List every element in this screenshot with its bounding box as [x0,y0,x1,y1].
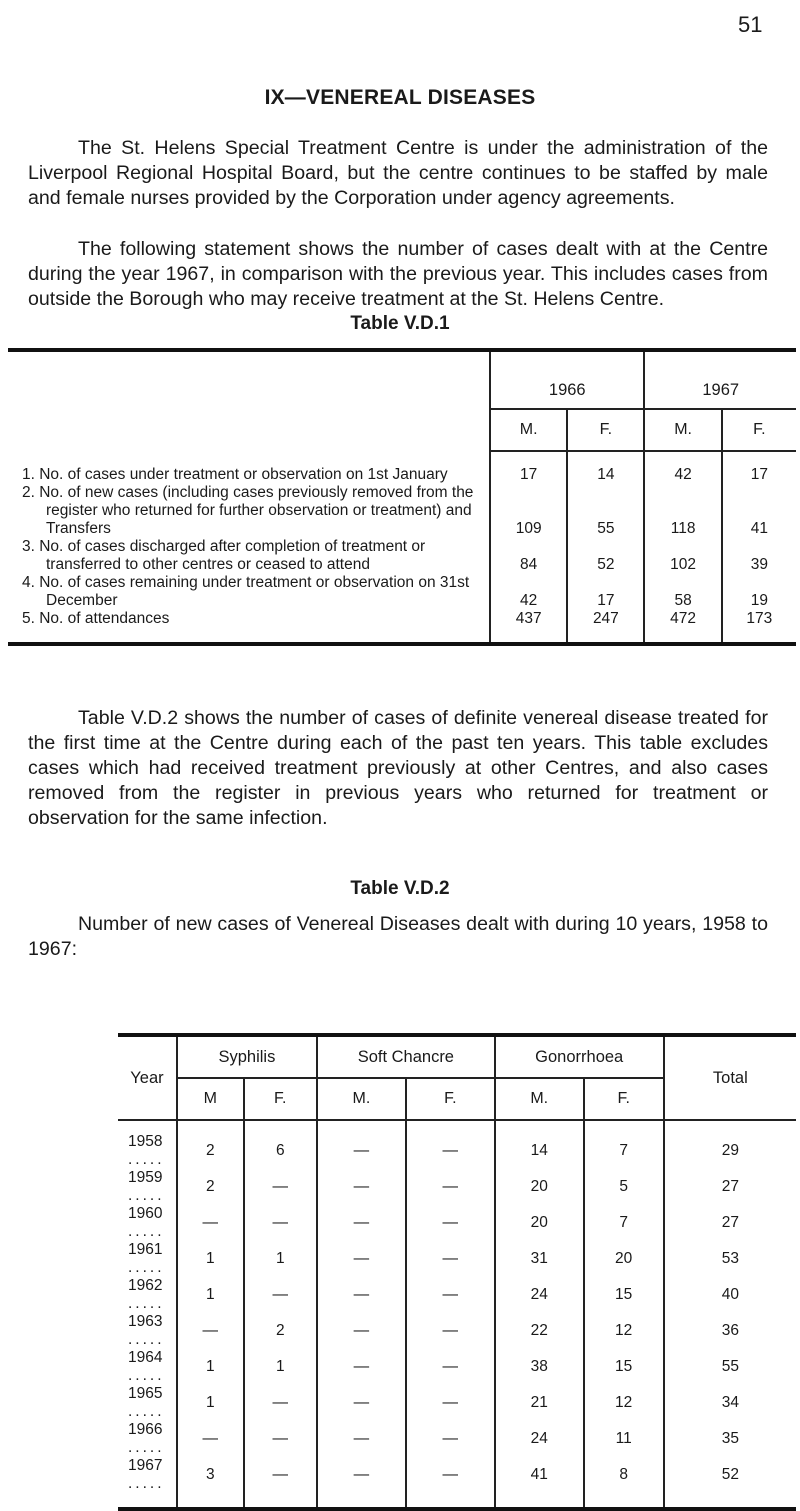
total-cell: 29 [664,1120,796,1169]
soft-chancre-f-cell: — [406,1241,495,1277]
table-vd1-caption: Table V.D.1 [350,313,450,334]
sex-m-header: M. [490,409,567,451]
total-cell: 35 [664,1421,796,1457]
soft-chancre-m-header: M. [317,1078,406,1120]
soft-chancre-m-cell: — [317,1421,406,1457]
row-label: 1. No. of cases under treatment or observation on 1st January [22,466,448,483]
table-row [8,574,796,610]
cell-m1967: 58 [644,574,721,610]
total-cell: 55 [664,1349,796,1385]
total-cell: 40 [664,1277,796,1313]
year-cell: 1964 [128,1349,163,1366]
syphilis-m-cell: — [177,1313,244,1349]
table-vd2-caption: Table V.D.2 [350,878,450,899]
soft-chancre-f-header: F. [406,1078,495,1120]
syphilis-m-cell: 1 [177,1349,244,1385]
table-row [8,451,796,484]
syphilis-f-cell: 1 [244,1241,317,1277]
syphilis-m-cell: 1 [177,1385,244,1421]
year-cell: 1963 [128,1313,163,1330]
soft-chancre-m-cell: — [317,1169,406,1205]
page-number: 51 [738,12,763,37]
section-heading: IX—VENEREAL DISEASES [264,86,536,109]
gonorrhoea-m-header: M. [495,1078,584,1120]
soft-chancre-f-cell: — [406,1385,495,1421]
gonorrhoea-f-cell: 12 [584,1385,664,1421]
syphilis-m-header: M [177,1078,244,1120]
soft-chancre-f-cell: — [406,1277,495,1313]
table-row: 1965 ..... 1 — — — 21 12 34 [118,1385,796,1421]
cell-f1967: 173 [722,610,796,644]
soft-chancre-f-cell: — [406,1313,495,1349]
syphilis-m-cell: 2 [177,1120,244,1169]
cell-f1966: 55 [567,484,644,538]
year-cell: 1961 [128,1241,163,1258]
syphilis-m-cell: 2 [177,1169,244,1205]
table-vd1 [8,348,796,646]
table-row [8,484,796,538]
gonorrhoea-m-cell: 41 [495,1457,584,1509]
gonorrhoea-f-cell: 8 [584,1457,664,1509]
syphilis-f-cell: 6 [244,1120,317,1169]
soft-chancre-m-cell: — [317,1349,406,1385]
table-row: 1967 ..... 3 — — — 41 8 52 [118,1457,796,1509]
gonorrhoea-m-cell: 38 [495,1349,584,1385]
year-cell: 1958 [128,1133,163,1150]
syphilis-f-cell: — [244,1169,317,1205]
syphilis-f-cell: — [244,1421,317,1457]
gonorrhoea-f-cell: 11 [584,1421,664,1457]
gonorrhoea-f-cell: 15 [584,1277,664,1313]
intro-paragraph: The St. Helens Special Treatment Centre is under the administration of the Liverpool Regional Hospital Board, but the centre continues to be staffed by male and female nurses provided by the Corporation under agency agreements. [28,137,768,209]
table-vd2-description: Table V.D.2 shows the number of cases of definite venereal disease treated for the first time at the Centre during each of the past ten years. This table excludes cases which had received treatment previously at other Centres, and also cases removed from the register in previous years who returned for treatment or observation for the same infection. [28,707,768,829]
year-header: Year [118,1035,177,1120]
description-header-cell [8,350,490,451]
cell-m1966: 42 [490,574,567,610]
table-row: 1961 ..... 1 1 — — 31 20 53 [118,1241,796,1277]
table-row [8,538,796,574]
cell-f1966: 247 [567,610,644,644]
cell-f1966: 17 [567,574,644,610]
soft-chancre-header: Soft Chancre [317,1035,495,1078]
total-cell: 53 [664,1241,796,1277]
soft-chancre-f-cell: — [406,1205,495,1241]
gonorrhoea-m-cell: 21 [495,1385,584,1421]
syphilis-m-cell: 1 [177,1241,244,1277]
gonorrhoea-m-cell: 24 [495,1421,584,1457]
cell-f1967: 41 [722,484,796,538]
statement-paragraph: The following statement shows the number of cases dealt with at the Centre during the year 1967, in comparison with the previous year. This includes cases from outside the Borough who may receive treatment at the St. Helens Centre. [28,238,768,310]
sex-m-header: M. [644,409,721,451]
row-label: 5. No. of attendances [22,610,170,627]
cell-m1966: 84 [490,538,567,574]
gonorrhoea-f-cell: 12 [584,1313,664,1349]
cell-m1967: 472 [644,610,721,644]
gonorrhoea-f-cell: 15 [584,1349,664,1385]
year-cell: 1965 [128,1385,163,1402]
sex-f-header: F. [567,409,644,451]
total-cell: 27 [664,1169,796,1205]
row-label: 4. No. of cases remaining under treatment or observation on 31st December [22,574,470,609]
gonorrhoea-f-cell: 7 [584,1205,664,1241]
table-row: 1959 ..... 2 — — — 20 5 27 [118,1169,796,1205]
total-header: Total [664,1035,796,1120]
syphilis-m-cell: 3 [177,1457,244,1509]
table-row: 1958 ..... 2 6 — — 14 7 29 [118,1120,796,1169]
year-cell: 1967 [128,1457,163,1474]
table-row: 1962 ..... 1 — — — 24 15 40 [118,1277,796,1313]
total-cell: 36 [664,1313,796,1349]
soft-chancre-f-cell: — [406,1120,495,1169]
total-cell: 27 [664,1205,796,1241]
soft-chancre-m-cell: — [317,1313,406,1349]
soft-chancre-f-cell: — [406,1457,495,1509]
year-1966-header: 1966 [490,350,644,409]
gonorrhoea-f-header: F. [584,1078,664,1120]
row-label: 3. No. of cases discharged after completion of treatment or transferred to other centres or ceased to attend [22,538,426,573]
syphilis-m-cell: — [177,1421,244,1457]
syphilis-header: Syphilis [177,1035,317,1078]
syphilis-m-cell: — [177,1205,244,1241]
syphilis-m-cell: 1 [177,1277,244,1313]
sex-f-header: F. [722,409,796,451]
cell-f1966: 52 [567,538,644,574]
table-row: 1966 ..... — — — — 24 11 35 [118,1421,796,1457]
gonorrhoea-f-cell: 20 [584,1241,664,1277]
year-cell: 1960 [128,1205,163,1222]
gonorrhoea-f-cell: 7 [584,1120,664,1169]
cell-f1967: 19 [722,574,796,610]
year-cell: 1962 [128,1277,163,1294]
syphilis-f-cell: — [244,1205,317,1241]
syphilis-f-header: F. [244,1078,317,1120]
total-cell: 52 [664,1457,796,1509]
soft-chancre-f-cell: — [406,1421,495,1457]
cell-f1967: 39 [722,538,796,574]
syphilis-f-cell: — [244,1457,317,1509]
soft-chancre-f-cell: — [406,1349,495,1385]
cell-m1966: 109 [490,484,567,538]
gonorrhoea-m-cell: 24 [495,1277,584,1313]
cell-m1967: 102 [644,538,721,574]
gonorrhoea-f-cell: 5 [584,1169,664,1205]
gonorrhoea-m-cell: 31 [495,1241,584,1277]
syphilis-f-cell: — [244,1385,317,1421]
cell-m1967: 42 [644,451,721,484]
soft-chancre-f-cell: — [406,1169,495,1205]
table-row: 1960 ..... — — — — 20 7 27 [118,1205,796,1241]
table-row [8,610,796,644]
cell-m1967: 118 [644,484,721,538]
gonorrhoea-m-cell: 22 [495,1313,584,1349]
table-vd2-intro: Number of new cases of Venereal Diseases dealt with during 10 years, 1958 to 1967: [28,913,768,960]
soft-chancre-m-cell: — [317,1120,406,1169]
soft-chancre-m-cell: — [317,1277,406,1313]
syphilis-f-cell: 2 [244,1313,317,1349]
cell-m1966: 17 [490,451,567,484]
cell-f1967: 17 [722,451,796,484]
gonorrhoea-header: Gonorrhoea [495,1035,664,1078]
year-1967-header: 1967 [644,350,796,409]
syphilis-f-cell: — [244,1277,317,1313]
cell-m1966: 437 [490,610,567,644]
soft-chancre-m-cell: — [317,1205,406,1241]
syphilis-f-cell: 1 [244,1349,317,1385]
soft-chancre-m-cell: — [317,1457,406,1509]
row-label: 2. No. of new cases (including cases previously removed from the register who returned for further observation or treatment) and Transfers [22,484,474,537]
gonorrhoea-m-cell: 20 [495,1169,584,1205]
table-row: 1963 ..... — 2 — — 22 12 36 [118,1313,796,1349]
gonorrhoea-m-cell: 14 [495,1120,584,1169]
year-cell: 1966 [128,1421,163,1438]
soft-chancre-m-cell: — [317,1385,406,1421]
table-vd2 [118,1033,796,1511]
table-row: 1964 ..... 1 1 — — 38 15 55 [118,1349,796,1385]
total-cell: 34 [664,1385,796,1421]
gonorrhoea-m-cell: 20 [495,1205,584,1241]
year-cell: 1959 [128,1169,163,1186]
cell-f1966: 14 [567,451,644,484]
soft-chancre-m-cell: — [317,1241,406,1277]
